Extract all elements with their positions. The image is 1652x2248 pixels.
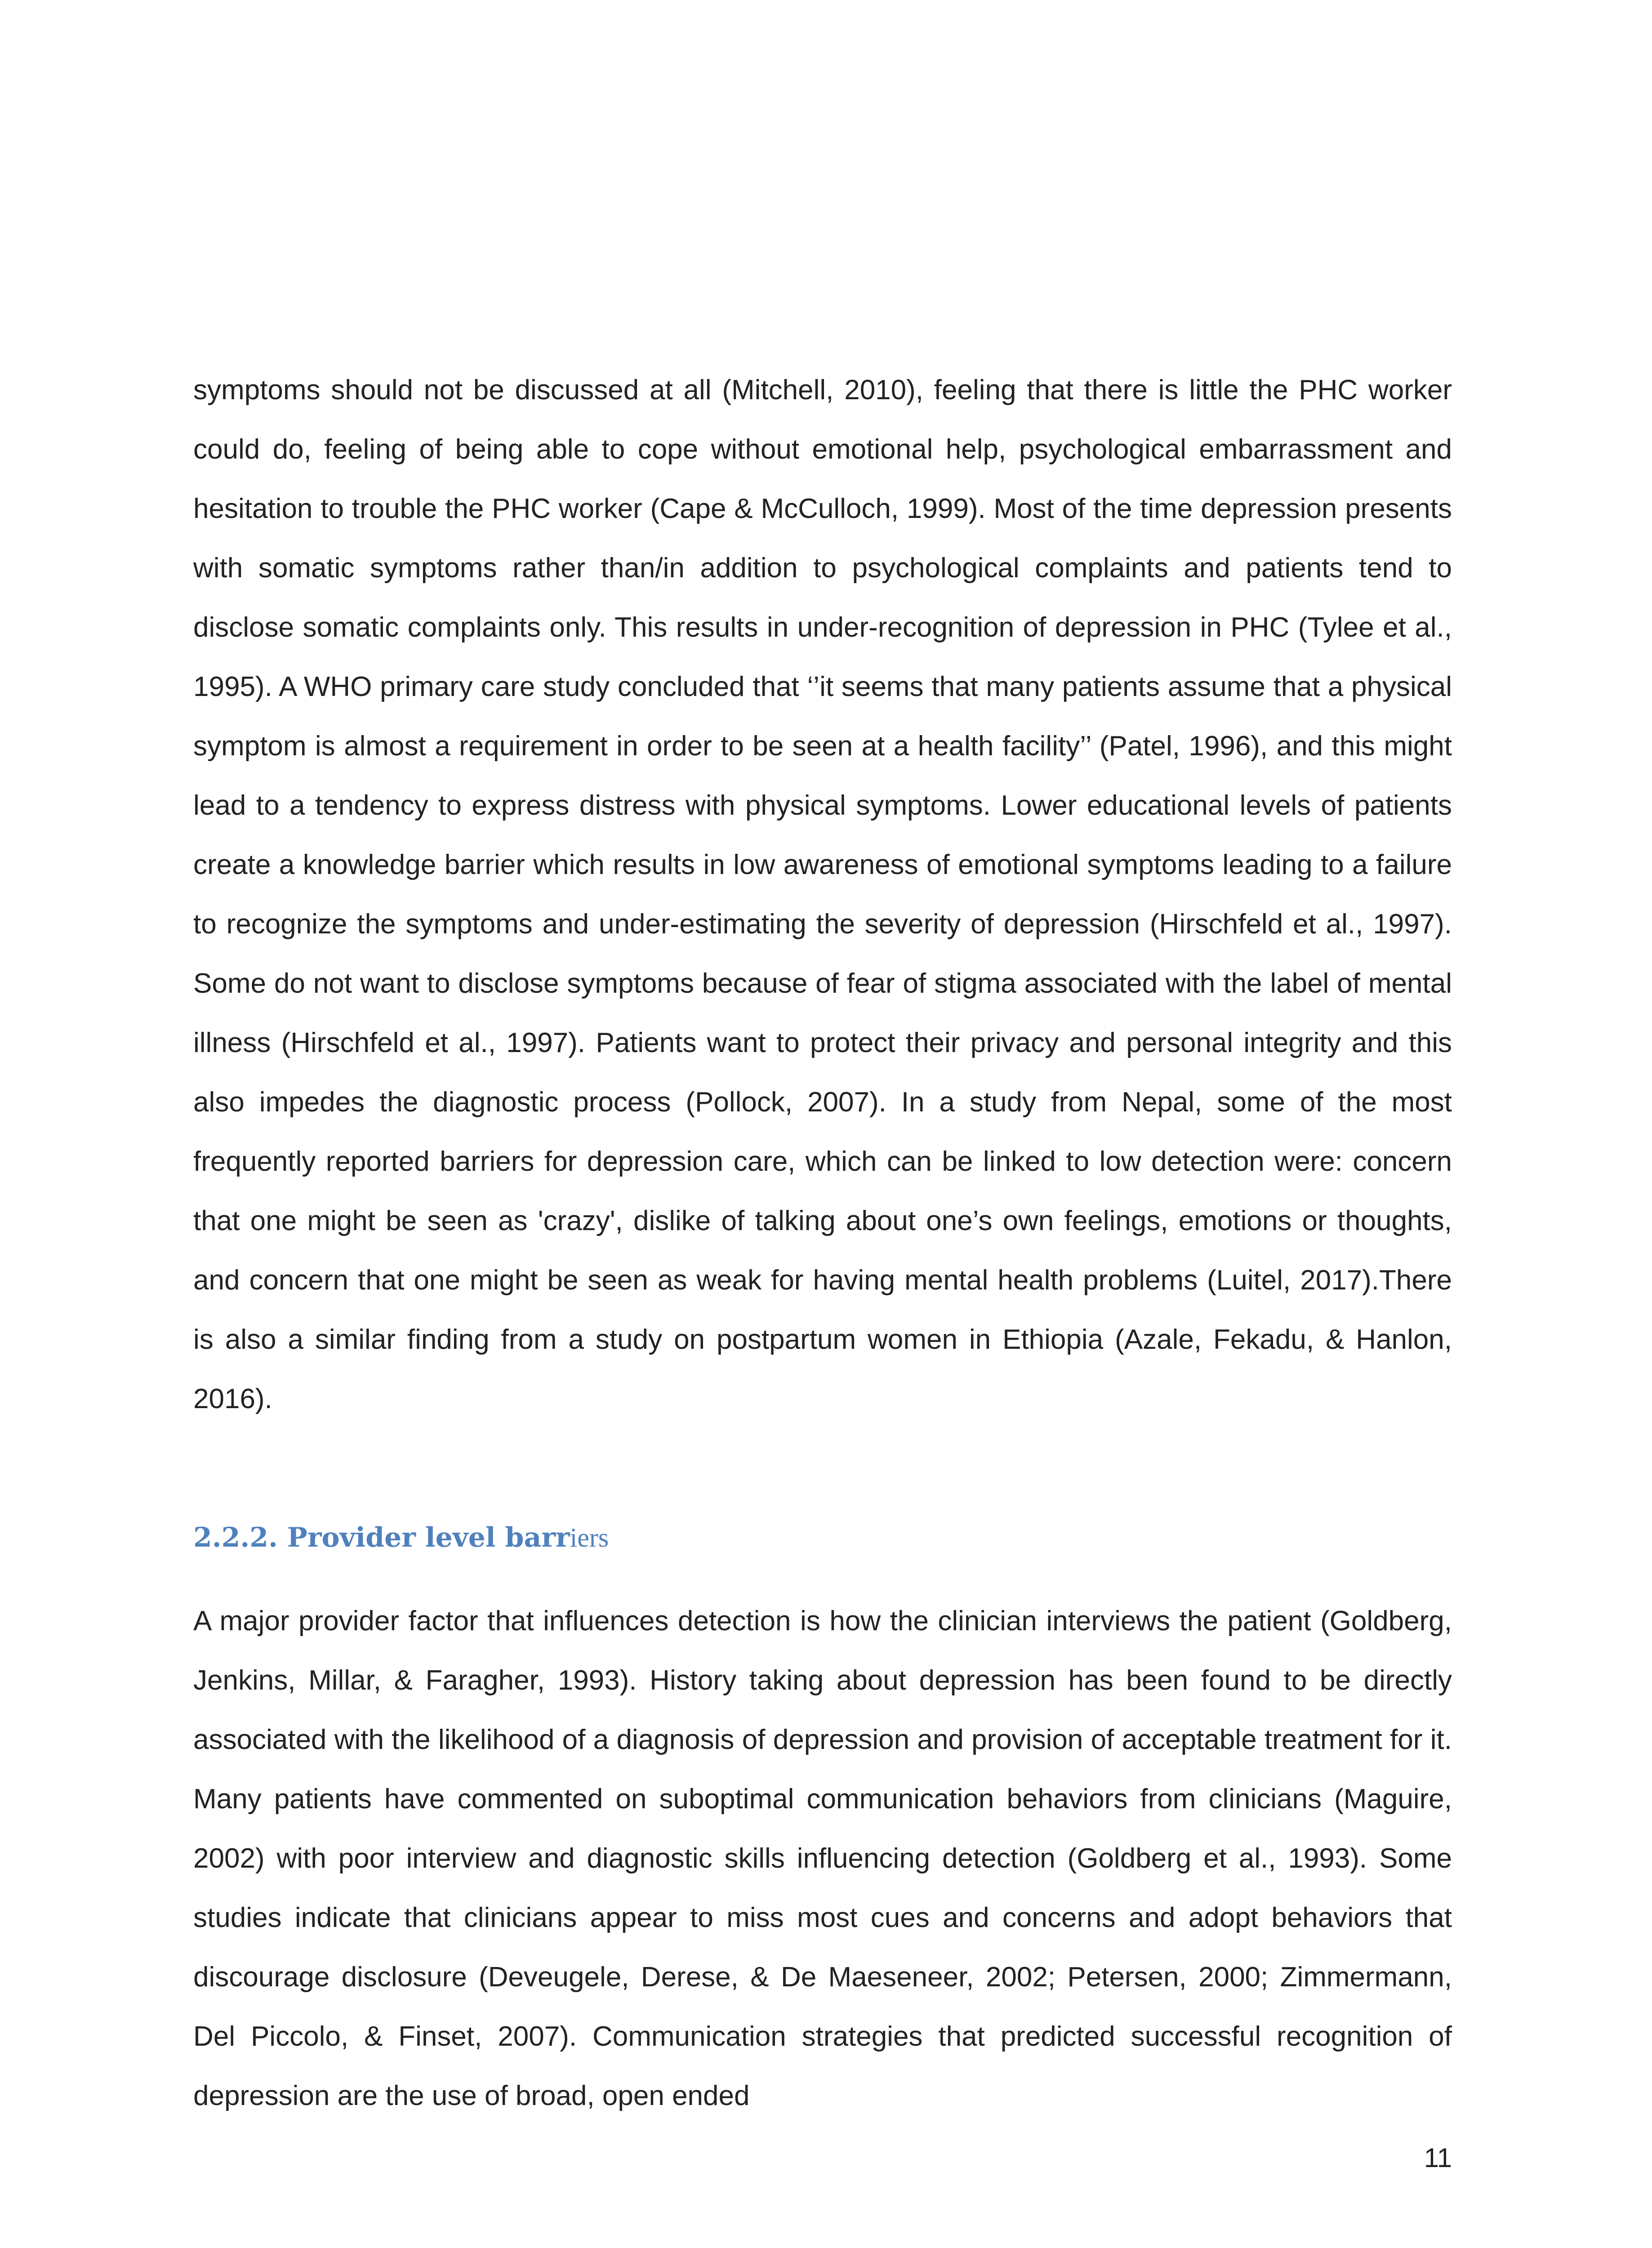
section-heading-bold: 2.2.2. Provider level barr	[193, 1522, 570, 1553]
body-paragraph-2: A major provider factor that influences detection is how the clinician interviews the patient (Goldberg, Jenkins, Millar, & Faragher, 1993). History taking about depression has been found to be directly associated with the likelihood of a diagnosis of depression and provision of acceptable treatment for it. Many patients have commented on suboptimal communication behaviors from clinicians (Maguire, 2002) with poor interview and diagnostic skills influencing detection (Goldberg et al., 1993). Some studies indicate that clinicians appear to miss most cues and concerns and adopt behaviors that discourage disclosure (Deveugele, Derese, & De Maeseneer, 2002; Petersen, 2000; Zimmermann, Del Piccolo, & Finset, 2007). Communication strategies that predicted successful recognition of depression are the use of broad, open ended	[193, 1606, 1452, 2111]
page-number: 11	[1424, 2143, 1452, 2173]
section-heading	[193, 1515, 609, 1560]
body-paragraph-1: symptoms should not be discussed at all (Mitchell, 2010), feeling that there is little the PHC worker could do, feeling of being able to cope without emotional help, psychological embarrassment and hesitation to trouble the PHC worker (Cape & McCulloch, 1999). Most of the time depression presents with somatic symptoms rather than/in addition to psychological complaints and patients tend to disclose somatic complaints only. This results in under-recognition of depression in PHC (Tylee et al., 1995). A WHO primary care study concluded that ‘’it seems that many patients assume that a physical symptom is almost a requirement in order to be seen at a health facility’’ (Patel, 1996), and this might lead to a tendency to express distress with physical symptoms. Lower educational levels of patients create a knowledge barrier which results in low awareness of emotional symptoms leading to a failure to recognize the symptoms and under-estimating the severity of depression (Hirschfeld et al., 1997). Some do not want to disclose symptoms because of fear of stigma associated with the label of mental illness (Hirschfeld et al., 1997). Patients want to protect their privacy and personal integrity and this also impedes the diagnostic process (Pollock, 2007). In a study from Nepal, some of the most frequently reported barriers for depression care, which can be linked to low detection were: concern that one might be seen as 'crazy', dislike of talking about one’s own feelings, emotions or thoughts, and concern that one might be seen as weak for having mental health problems (Luitel, 2017).There is also a similar finding from a study on postpartum women in Ethiopia (Azale, Fekadu, & Hanlon, 2016).	[193, 375, 1452, 1414]
section-heading-tail: iers	[570, 1523, 609, 1552]
